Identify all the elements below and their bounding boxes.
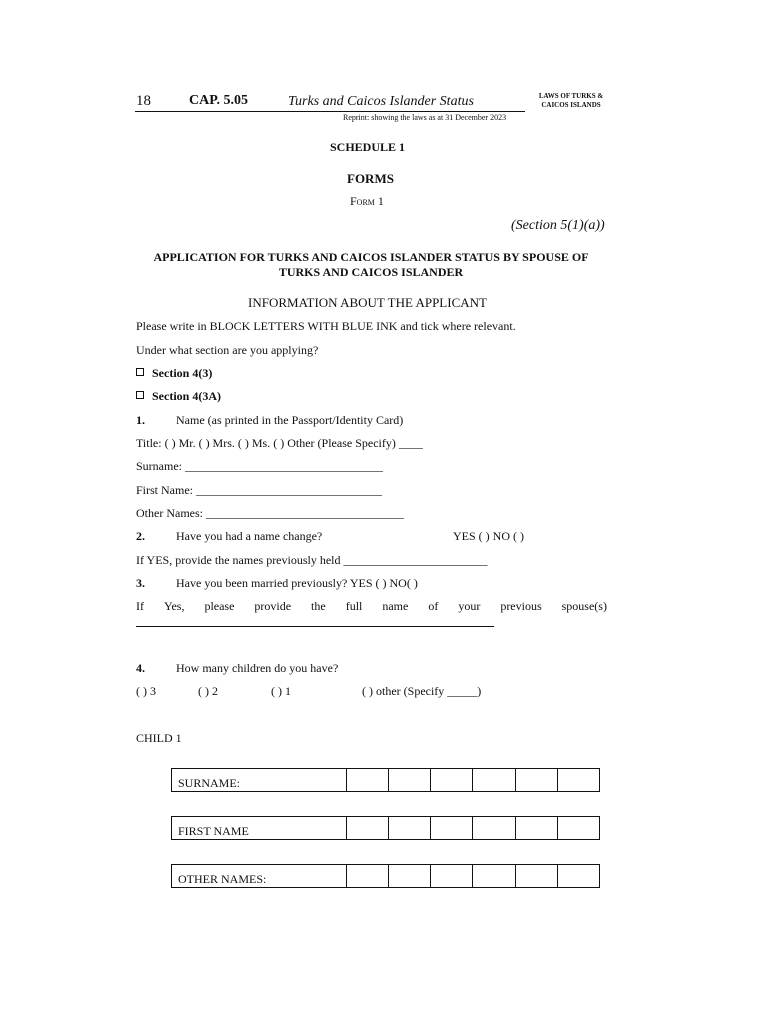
letter-box[interactable] — [347, 865, 389, 888]
letter-box[interactable] — [557, 817, 599, 840]
letter-box[interactable] — [515, 865, 557, 888]
word: your — [458, 599, 481, 613]
previous-names-field[interactable]: If YES, provide the names previously held ________________________ — [136, 553, 488, 567]
letter-box[interactable] — [389, 817, 431, 840]
section-option-4-3a[interactable] — [136, 389, 221, 404]
word: full — [345, 599, 363, 613]
letter-box[interactable] — [473, 817, 515, 840]
instructions: Please write in BLOCK LETTERS WITH BLUE INK and tick where relevant. — [136, 319, 516, 333]
question-number: 1. — [136, 413, 145, 427]
info-heading: INFORMATION ABOUT THE APPLICANT — [248, 295, 487, 310]
header-title: Turks and Caicos Islander Status — [288, 94, 474, 109]
child-first-name-label: FIRST NAME — [172, 817, 347, 840]
letter-box[interactable] — [515, 817, 557, 840]
word: provide — [254, 599, 292, 613]
word: previous — [500, 599, 542, 613]
previous-spouse-prompt — [136, 599, 607, 614]
children-option-other[interactable]: ( ) other (Specify _____) — [362, 684, 482, 698]
letter-box[interactable] — [557, 769, 599, 792]
question-3 — [136, 576, 418, 591]
section-option-label: Section 4(3) — [152, 366, 213, 380]
checkbox[interactable] — [136, 368, 144, 376]
page-number: 18 — [136, 93, 151, 109]
schedule-heading: SCHEDULE 1 — [330, 140, 406, 154]
letter-box[interactable] — [557, 865, 599, 888]
question-number: 3. — [136, 576, 145, 590]
child-other-names-table — [171, 864, 600, 888]
word: spouse(s) — [561, 599, 607, 613]
word: of — [428, 599, 439, 613]
word: If — [136, 599, 144, 613]
children-option-2[interactable]: ( ) 2 — [198, 684, 218, 698]
letter-box[interactable] — [389, 865, 431, 888]
child-surname-table — [171, 768, 600, 792]
chapter-number: CAP. 5.05 — [189, 93, 248, 108]
question-text: How many children do you have? — [176, 661, 339, 675]
child-surname-label: SURNAME: — [172, 769, 347, 792]
laws-label: LAWS OF TURKS & CAICOS ISLANDS — [538, 92, 604, 109]
word: Yes, — [163, 599, 185, 613]
child-first-name-table — [171, 816, 600, 840]
children-option-3[interactable]: ( ) 3 — [136, 684, 156, 698]
question-1 — [136, 413, 403, 428]
child-heading: CHILD 1 — [136, 731, 182, 745]
other-names-field[interactable]: Other Names: _________________________________ — [136, 506, 404, 520]
letter-box[interactable] — [515, 769, 557, 792]
letter-box[interactable] — [473, 769, 515, 792]
form-number: Form 1 — [350, 194, 384, 208]
header-rule — [135, 111, 525, 112]
letter-box[interactable] — [473, 865, 515, 888]
letter-box[interactable] — [431, 865, 473, 888]
letter-box[interactable] — [389, 769, 431, 792]
reprint-note: Reprint: showing the laws as at 31 December 2023 — [343, 113, 507, 122]
question-2 — [136, 529, 322, 544]
question-4 — [136, 661, 338, 676]
checkbox[interactable] — [136, 391, 144, 399]
question-text[interactable]: Have you been married previously? YES ( ) NO( ) — [176, 576, 418, 590]
letter-box[interactable] — [431, 817, 473, 840]
letter-box[interactable] — [431, 769, 473, 792]
section-option-4-3[interactable] — [136, 366, 212, 381]
application-title: APPLICATION FOR TURKS AND CAICOS ISLANDER STATUS BY SPOUSE OF TURKS AND CAICOS ISLANDER — [153, 250, 589, 279]
section-question: Under what section are you applying? — [136, 343, 319, 357]
child-other-names-label: OTHER NAMES: — [172, 865, 347, 888]
question-number: 2. — [136, 529, 145, 543]
section-option-label: Section 4(3A) — [152, 389, 221, 403]
surname-field[interactable]: Surname: _________________________________ — [136, 459, 383, 473]
section-reference: (Section 5(1)(a)) — [511, 218, 605, 233]
previous-spouse-field[interactable] — [136, 626, 494, 627]
word: the — [311, 599, 326, 613]
first-name-field[interactable]: First Name: _______________________________ — [136, 483, 382, 497]
letter-box[interactable] — [347, 817, 389, 840]
title-field[interactable]: Title: ( ) Mr. ( ) Mrs. ( ) Ms. ( ) Other (Please Specify) ____ — [136, 436, 423, 450]
word: please — [204, 599, 235, 613]
children-option-1[interactable]: ( ) 1 — [271, 684, 291, 698]
forms-heading: FORMS — [347, 171, 394, 186]
word: name — [382, 599, 409, 613]
question-number: 4. — [136, 661, 145, 675]
letter-box[interactable] — [347, 769, 389, 792]
question-text: Name (as printed in the Passport/Identity Card) — [176, 413, 404, 427]
name-change-answer[interactable]: YES ( ) NO ( ) — [453, 529, 524, 543]
question-text: Have you had a name change? — [176, 529, 323, 543]
